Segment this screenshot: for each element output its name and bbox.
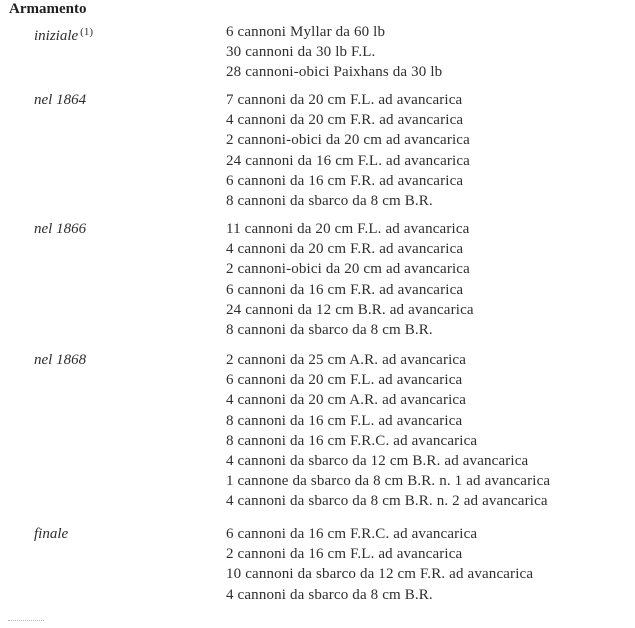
armament-item: 8 cannoni da 16 cm F.R.C. ad avancarica [226,432,478,449]
armament-list [226,219,474,340]
armament-item: 28 cannoni-obici Paixhans da 30 lb [226,64,443,81]
armament-item: 2 cannoni-obici da 20 cm ad avancarica [226,261,470,278]
armament-list [226,524,533,605]
armament-item: 7 cannoni da 20 cm F.L. ad avancarica [226,92,463,108]
armament-item: 11 cannoni da 20 cm F.L. ad avancarica [226,221,470,237]
armament-item: 2 cannoni da 25 cm A.R. ad avancarica [226,352,467,368]
footnote-marker: (1) [80,26,93,38]
armament-item: 4 cannoni da sbarco da 12 cm B.R. ad avancarica [226,453,529,470]
section-heading: Armamento [9,1,87,17]
armament-list [226,22,442,83]
armament-item: 4 cannoni da sbarco da 8 cm B.R. n. 2 ad avancarica [226,493,548,510]
armament-item: 24 cannoni da 12 cm B.R. ad avancarica [226,301,474,318]
armament-item: 6 cannoni da 16 cm F.R. ad avancarica [226,281,464,298]
armament-item: 8 cannoni da sbarco da 8 cm B.R. [226,193,433,210]
armament-item: 6 cannoni Myllar da 60 lb [226,24,386,40]
period-label [34,22,93,46]
period-label: nel 1868 [34,352,87,368]
armament-item: 1 cannone da sbarco da 8 cm B.R. n. 1 ad avancarica [226,473,551,490]
armament-item: 2 cannoni-obici da 20 cm ad avancarica [226,132,470,149]
armament-item: 10 cannoni da sbarco da 12 cm F.R. ad avancarica [226,566,534,583]
armament-item: 6 cannoni da 16 cm F.R.C. ad avancarica [226,526,478,542]
period-label: finale [34,526,69,542]
armament-list [226,350,550,512]
armament-item: 8 cannoni da sbarco da 8 cm B.R. [226,322,433,339]
period-label: nel 1864 [34,92,87,108]
armament-item: 4 cannoni da 20 cm A.R. ad avancarica [226,392,467,409]
armament-item: 4 cannoni da 20 cm F.R. ad avancarica [226,241,464,258]
armament-item: 4 cannoni da 20 cm F.R. ad avancarica [226,112,464,129]
page-edge-mark [8,620,44,624]
armament-item: 2 cannoni da 16 cm F.L. ad avancarica [226,546,463,563]
period-label-text: iniziale [34,28,79,44]
armament-item: 30 cannoni da 30 lb F.L. [226,44,376,61]
armament-list [226,90,470,211]
armament-item: 6 cannoni da 20 cm F.L. ad avancarica [226,372,463,389]
armament-item: 24 cannoni da 16 cm F.L. ad avancarica [226,152,470,169]
period-label: nel 1866 [34,221,87,237]
armament-item: 8 cannoni da 16 cm F.L. ad avancarica [226,412,463,429]
armament-item: 6 cannoni da 16 cm F.R. ad avancarica [226,172,464,189]
armament-item: 4 cannoni da sbarco da 8 cm B.R. [226,586,433,603]
